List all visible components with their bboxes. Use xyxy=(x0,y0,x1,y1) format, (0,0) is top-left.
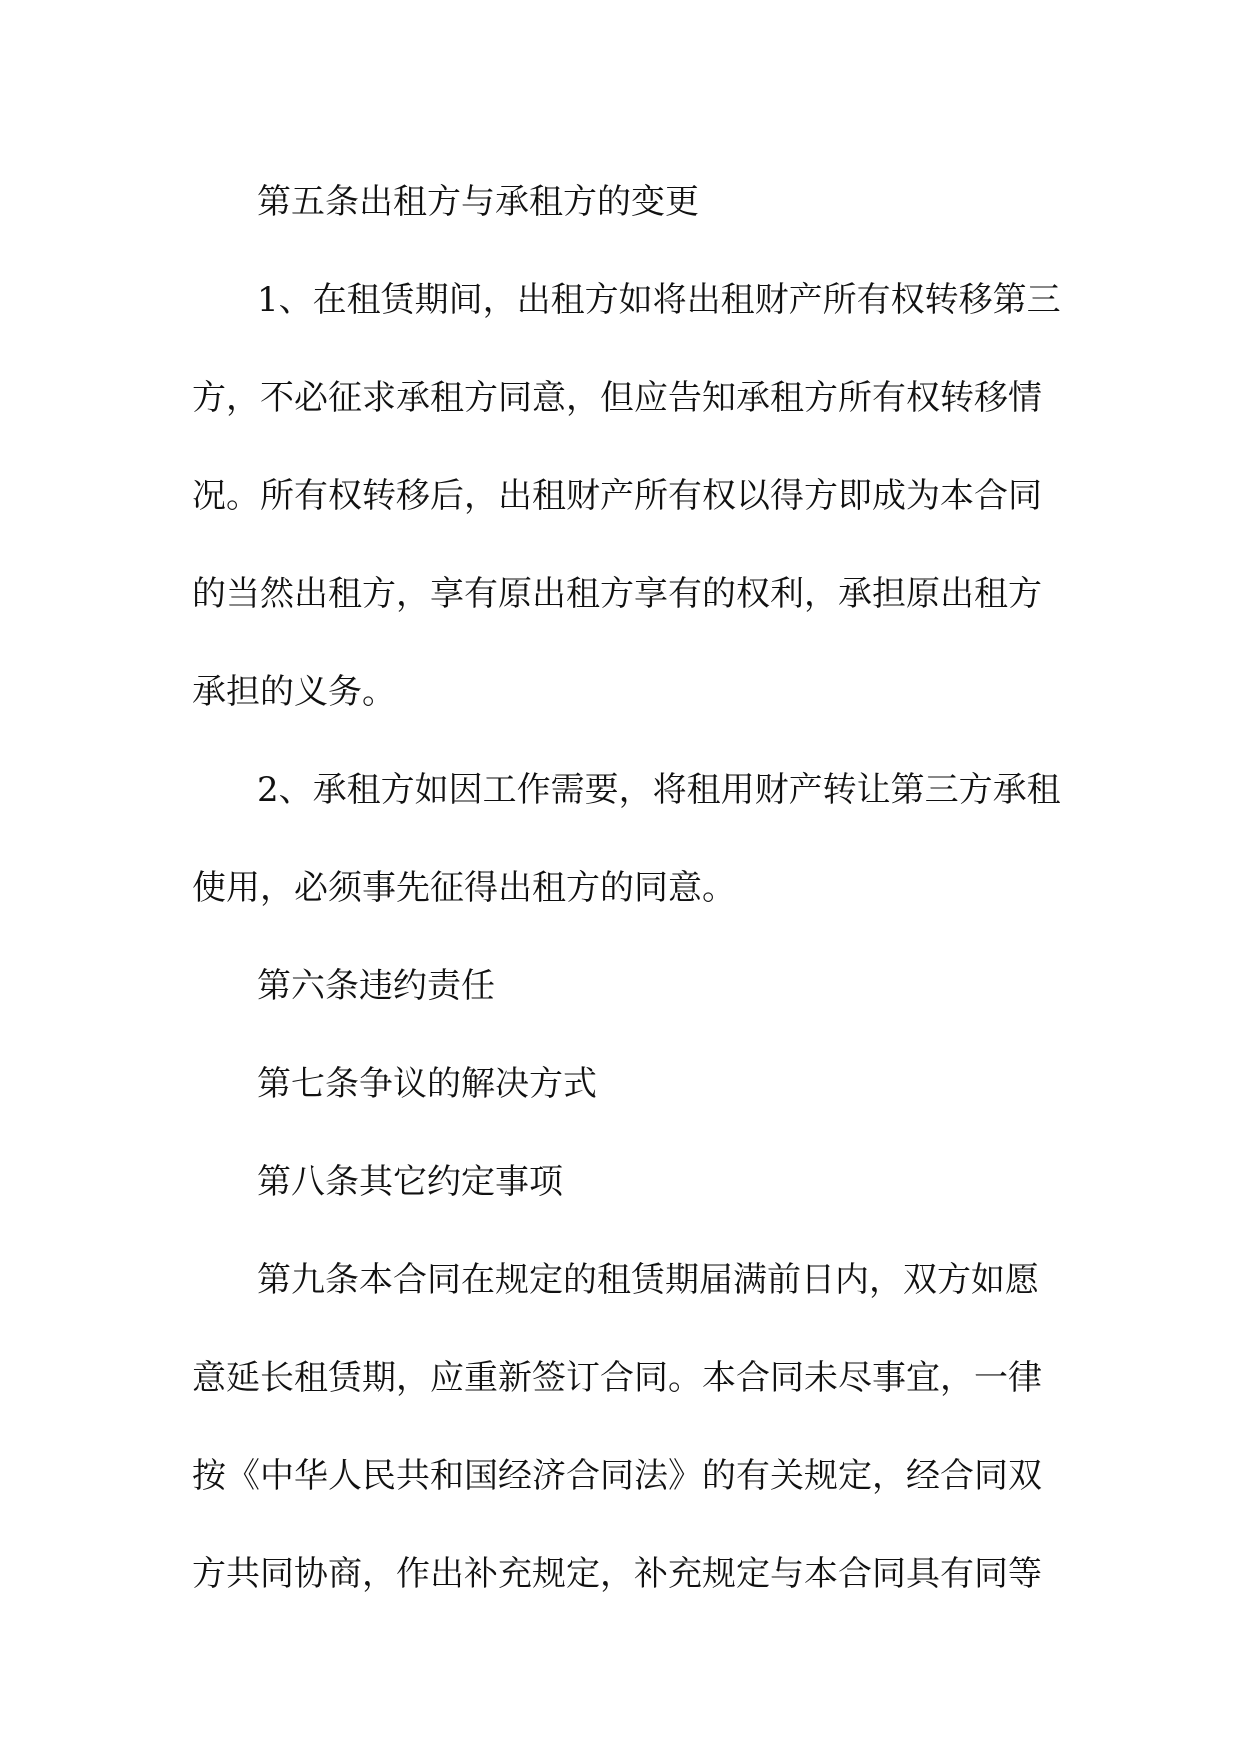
paragraph-line: 方，不必征求承租方同意，但应告知承租方所有权转移情 xyxy=(192,378,1042,418)
paragraph-line: 承担的义务。 xyxy=(192,672,396,712)
paragraph-line: 使用，必须事先征得出租方的同意。 xyxy=(192,868,736,908)
article-5-heading: 第五条出租方与承租方的变更 xyxy=(257,182,699,222)
article-8-heading: 第八条其它约定事项 xyxy=(257,1162,563,1202)
paragraph-line: 按《中华人民共和国经济合同法》的有关规定，经合同双 xyxy=(192,1456,1042,1496)
paragraph-line: 第九条本合同在规定的租赁期届满前日内，双方如愿 xyxy=(257,1260,1039,1300)
paragraph-line: 的当然出租方，享有原出租方享有的权利，承担原出租方 xyxy=(192,574,1042,614)
paragraph-line: 方共同协商，作出补充规定，补充规定与本合同具有同等 xyxy=(192,1554,1042,1594)
article-6-heading: 第六条违约责任 xyxy=(257,966,495,1006)
paragraph-line: 1、在租赁期间，出租方如将出租财产所有权转移第三 xyxy=(257,280,1061,320)
paragraph-line: 况。所有权转移后，出租财产所有权以得方即成为本合同 xyxy=(192,476,1042,516)
article-7-heading: 第七条争议的解决方式 xyxy=(257,1064,597,1104)
paragraph-line: 2、承租方如因工作需要，将租用财产转让第三方承租 xyxy=(257,770,1061,810)
paragraph-line: 意延长租赁期，应重新签订合同。本合同未尽事宜，一律 xyxy=(192,1358,1042,1398)
